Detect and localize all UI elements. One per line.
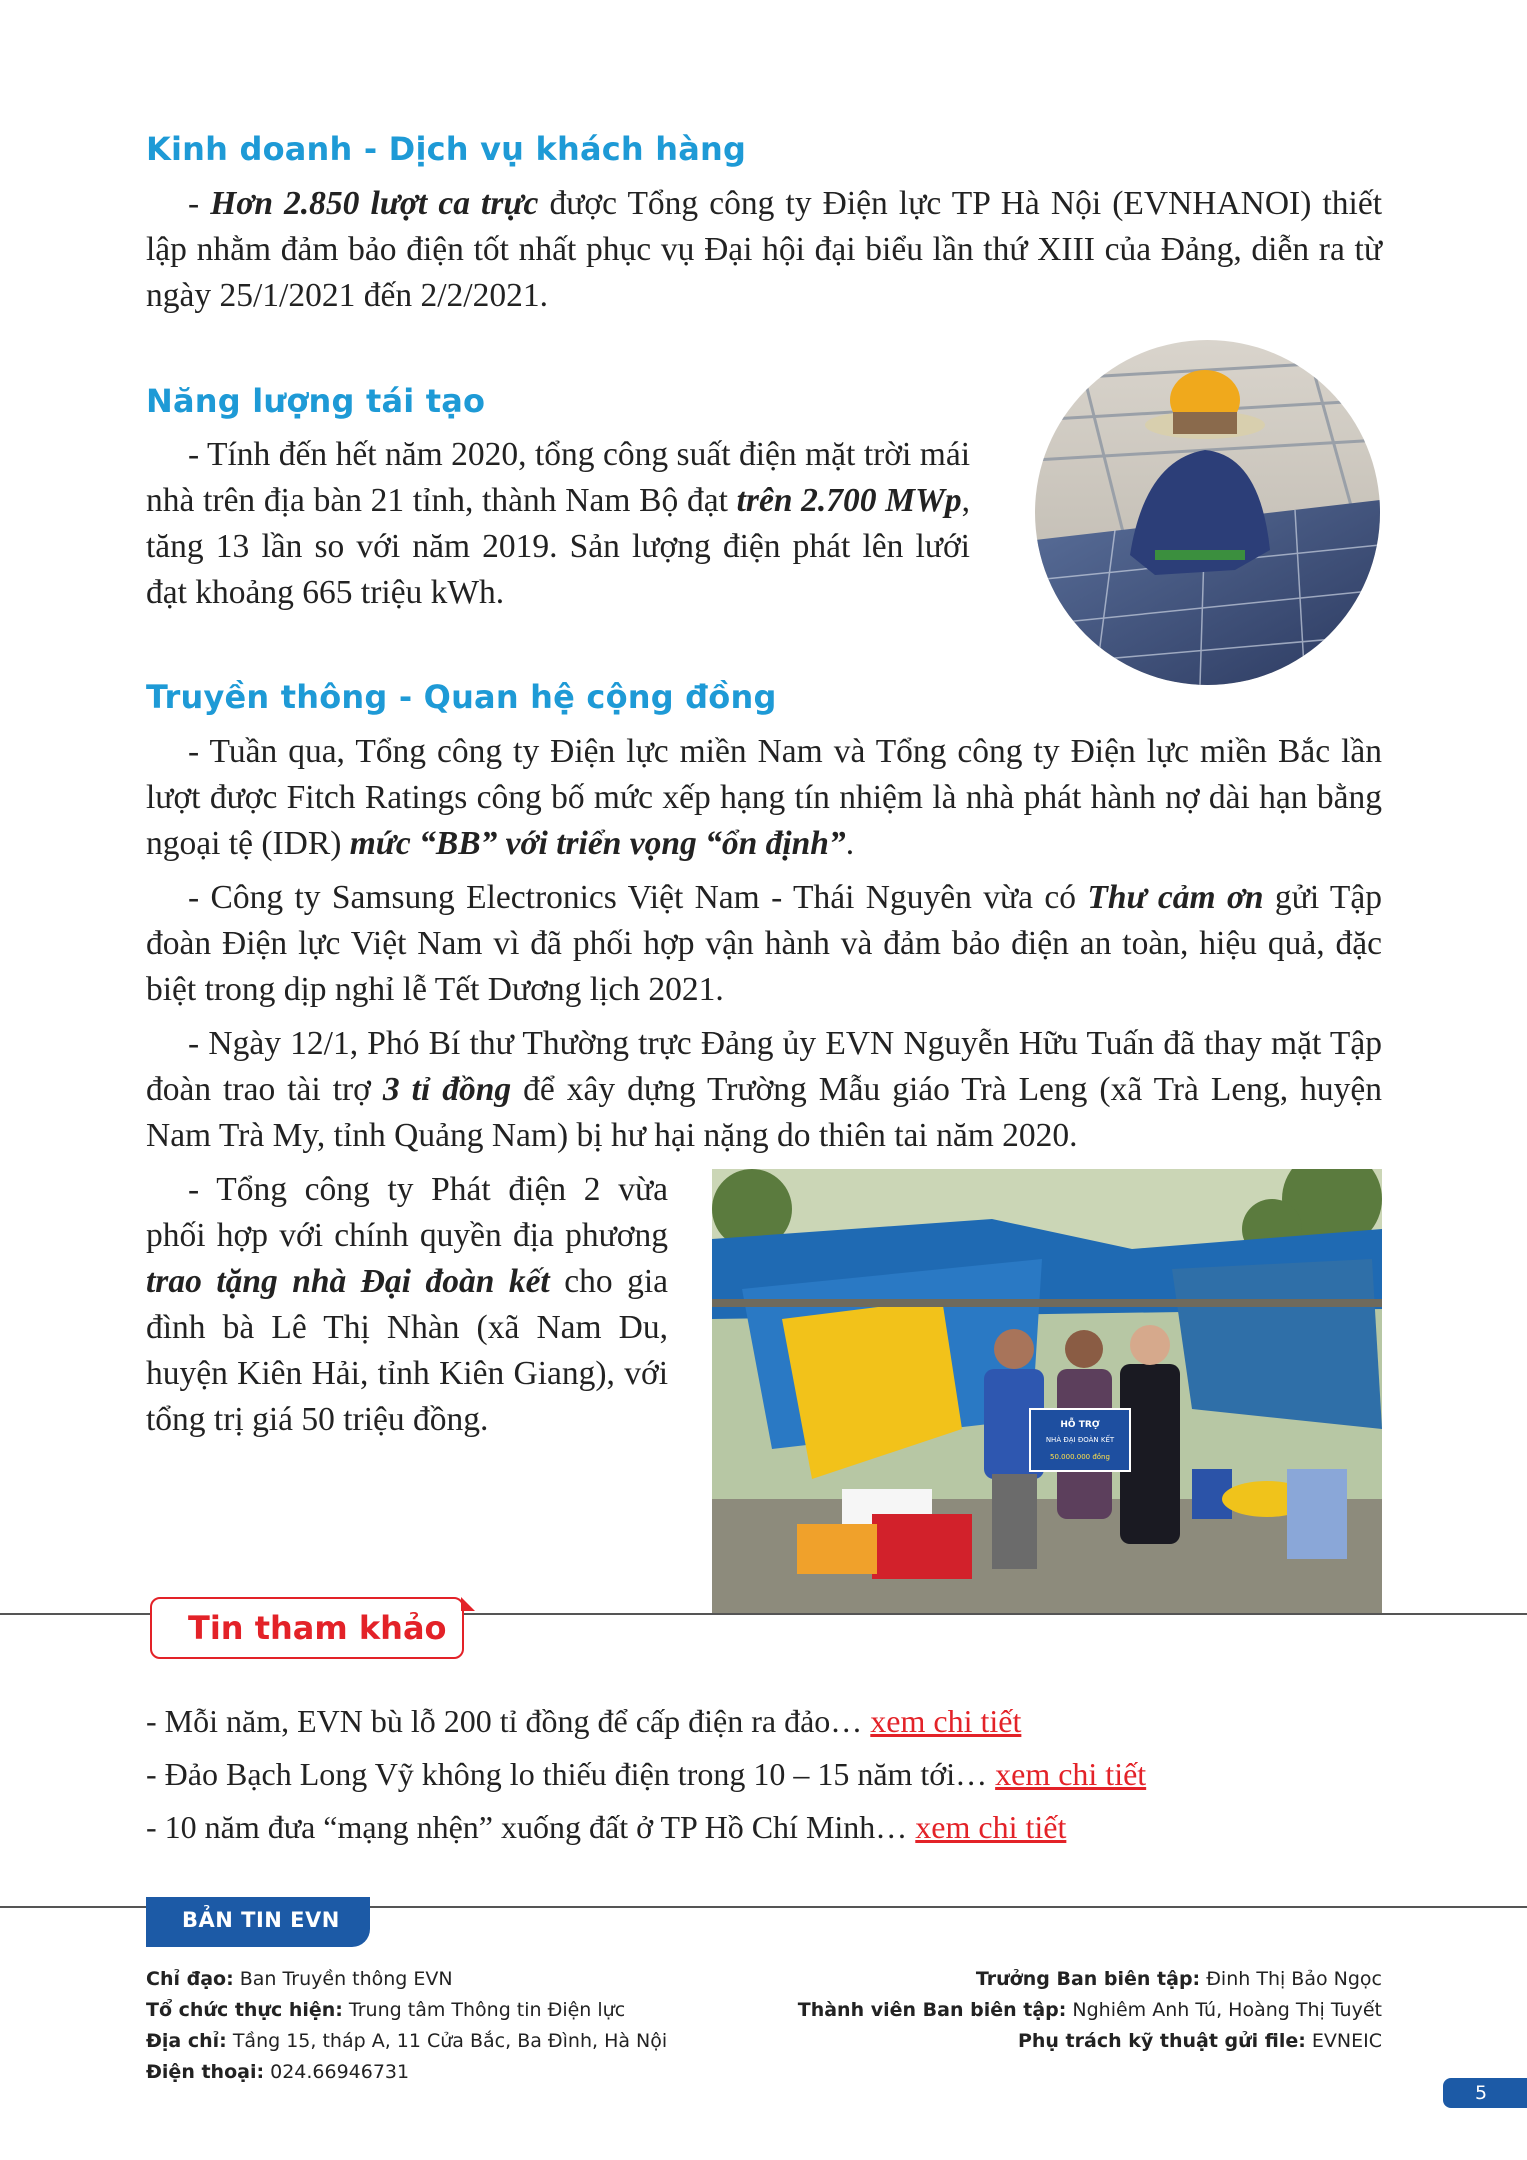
- footer-credit-line: Địa chỉ: Tầng 15, tháp A, 11 Cửa Bắc, Ba Đình, Hà Nội: [146, 2030, 668, 2052]
- footer-credit-line: Tổ chức thực hiện: Trung tâm Thông tin Điện lực: [146, 1999, 626, 2021]
- section-title-business: Kinh doanh - Dịch vụ khách hàng: [146, 130, 747, 168]
- references-title: Tin tham khảo: [188, 1609, 447, 1647]
- newsletter-tab: [146, 1897, 370, 1947]
- footer-credit-line: Điện thoại: 024.66946731: [146, 2061, 410, 2083]
- reference-item: - Đảo Bạch Long Vỹ không lo thiếu điện trong 10 – 15 năm tới… xem chi tiết: [146, 1756, 1147, 1792]
- newsletter-tab-label: BẢN TIN EVN: [182, 1908, 340, 1932]
- footer-credits-left: [146, 1964, 667, 2088]
- footer-credit-line: Trưởng Ban biên tập: Đinh Thị Bảo Ngọc: [975, 1968, 1382, 1990]
- page-number-badge: [1443, 2078, 1527, 2108]
- page-number: 5: [1475, 2082, 1488, 2104]
- paragraph-business: - Hơn 2.850 lượt ca trực được Tổng công ty Điện lực TP Hà Nội (EVNHANOI) thiết lập nhằm đảm bảo điện tốt nhất phục vụ Đại hội đại biểu lần thứ XIII của Đảng, diễn ra từ ngày 25/1/2021 đến 2/2/2021.: [146, 185, 1383, 314]
- paragraph-communication-1: - Tuần qua, Tổng công ty Điện lực miền Nam và Tổng công ty Điện lực miền Bắc lần lượt được Fitch Ratings công bố mức xếp hạng tín nhiệm là nhà phát hành nợ dài hạn bằng ngoại tệ (IDR) mức “BB” với triển vọng “ổn định”.: [146, 733, 1382, 862]
- footer-credit-line: Phụ trách kỹ thuật gửi file: EVNEIC: [1017, 2030, 1382, 2052]
- paragraph-renewable: - Tính đến hết năm 2020, tổng công suất điện mặt trời mái nhà trên địa bàn 21 tỉnh, thành Nam Bộ đạt trên 2.700 MWp, tăng 13 lần so với năm 2019. Sản lượng điện phát lên lưới đạt khoảng 665 triệu kWh.: [146, 436, 970, 611]
- section-title-communication: Truyền thông - Quan hệ cộng đồng: [146, 678, 777, 716]
- footer-credit-line: Thành viên Ban biên tập: Nghiêm Anh Tú, Hoàng Thị Tuyết: [797, 1999, 1382, 2021]
- footer-credit-line: Chỉ đạo: Ban Truyền thông EVN: [146, 1968, 453, 1990]
- paragraph-communication-4: - Tổng công ty Phát điện 2 vừa phối hợp với chính quyền địa phương trao tặng nhà Đại đoàn kết cho gia đình bà Lê Thị Nhàn (xã Nam Du, huyện Kiên Hải, tỉnh Kiên Giang), với tổng trị giá 50 triệu đồng.: [146, 1171, 669, 1438]
- references-title-box: [150, 1597, 464, 1659]
- sign-line-3: 50.000.000 đồng: [1050, 1453, 1110, 1461]
- section-title-renewable: Năng lượng tái tạo: [146, 382, 486, 420]
- red-corner-decoration: [461, 1597, 475, 1611]
- reference-link-1[interactable]: xem chi tiết: [870, 1703, 1022, 1739]
- reference-link-2[interactable]: xem chi tiết: [995, 1756, 1147, 1792]
- paragraph-communication-3: - Ngày 12/1, Phó Bí thư Thường trực Đảng ủy EVN Nguyễn Hữu Tuấn đã thay mặt Tập đoàn trao tài trợ 3 tỉ đồng để xây dựng Trường Mẫu giáo Trà Leng (xã Trà Leng, huyện Nam Trà My, tỉnh Quảng Nam) bị hư hại nặng do thiên tai năm 2020.: [146, 1025, 1382, 1154]
- reference-item: - Mỗi năm, EVN bù lỗ 200 tỉ đồng để cấp điện ra đảo… xem chi tiết: [146, 1703, 1022, 1739]
- reference-item: - 10 năm đưa “mạng nhện” xuống đất ở TP Hồ Chí Minh… xem chi tiết: [146, 1809, 1067, 1845]
- sign-line-2: NHÀ ĐẠI ĐOÀN KẾT: [1045, 1436, 1115, 1444]
- sign-line-1: HỖ TRỢ: [1060, 1420, 1100, 1430]
- reference-link-3[interactable]: xem chi tiết: [915, 1809, 1067, 1845]
- footer-credits-right: [700, 1964, 1382, 2057]
- solar-worker-photo: [1035, 340, 1380, 685]
- house-donation-photo: [712, 1169, 1382, 1614]
- paragraph-communication-2: - Công ty Samsung Electronics Việt Nam - Thái Nguyên vừa có Thư cảm ơn gửi Tập đoàn Điện lực Việt Nam vì đã phối hợp vận hành và đảm bảo điện an toàn, hiệu quả, đặc biệt trong dịp nghỉ lễ Tết Dương lịch 2021.: [146, 879, 1382, 1008]
